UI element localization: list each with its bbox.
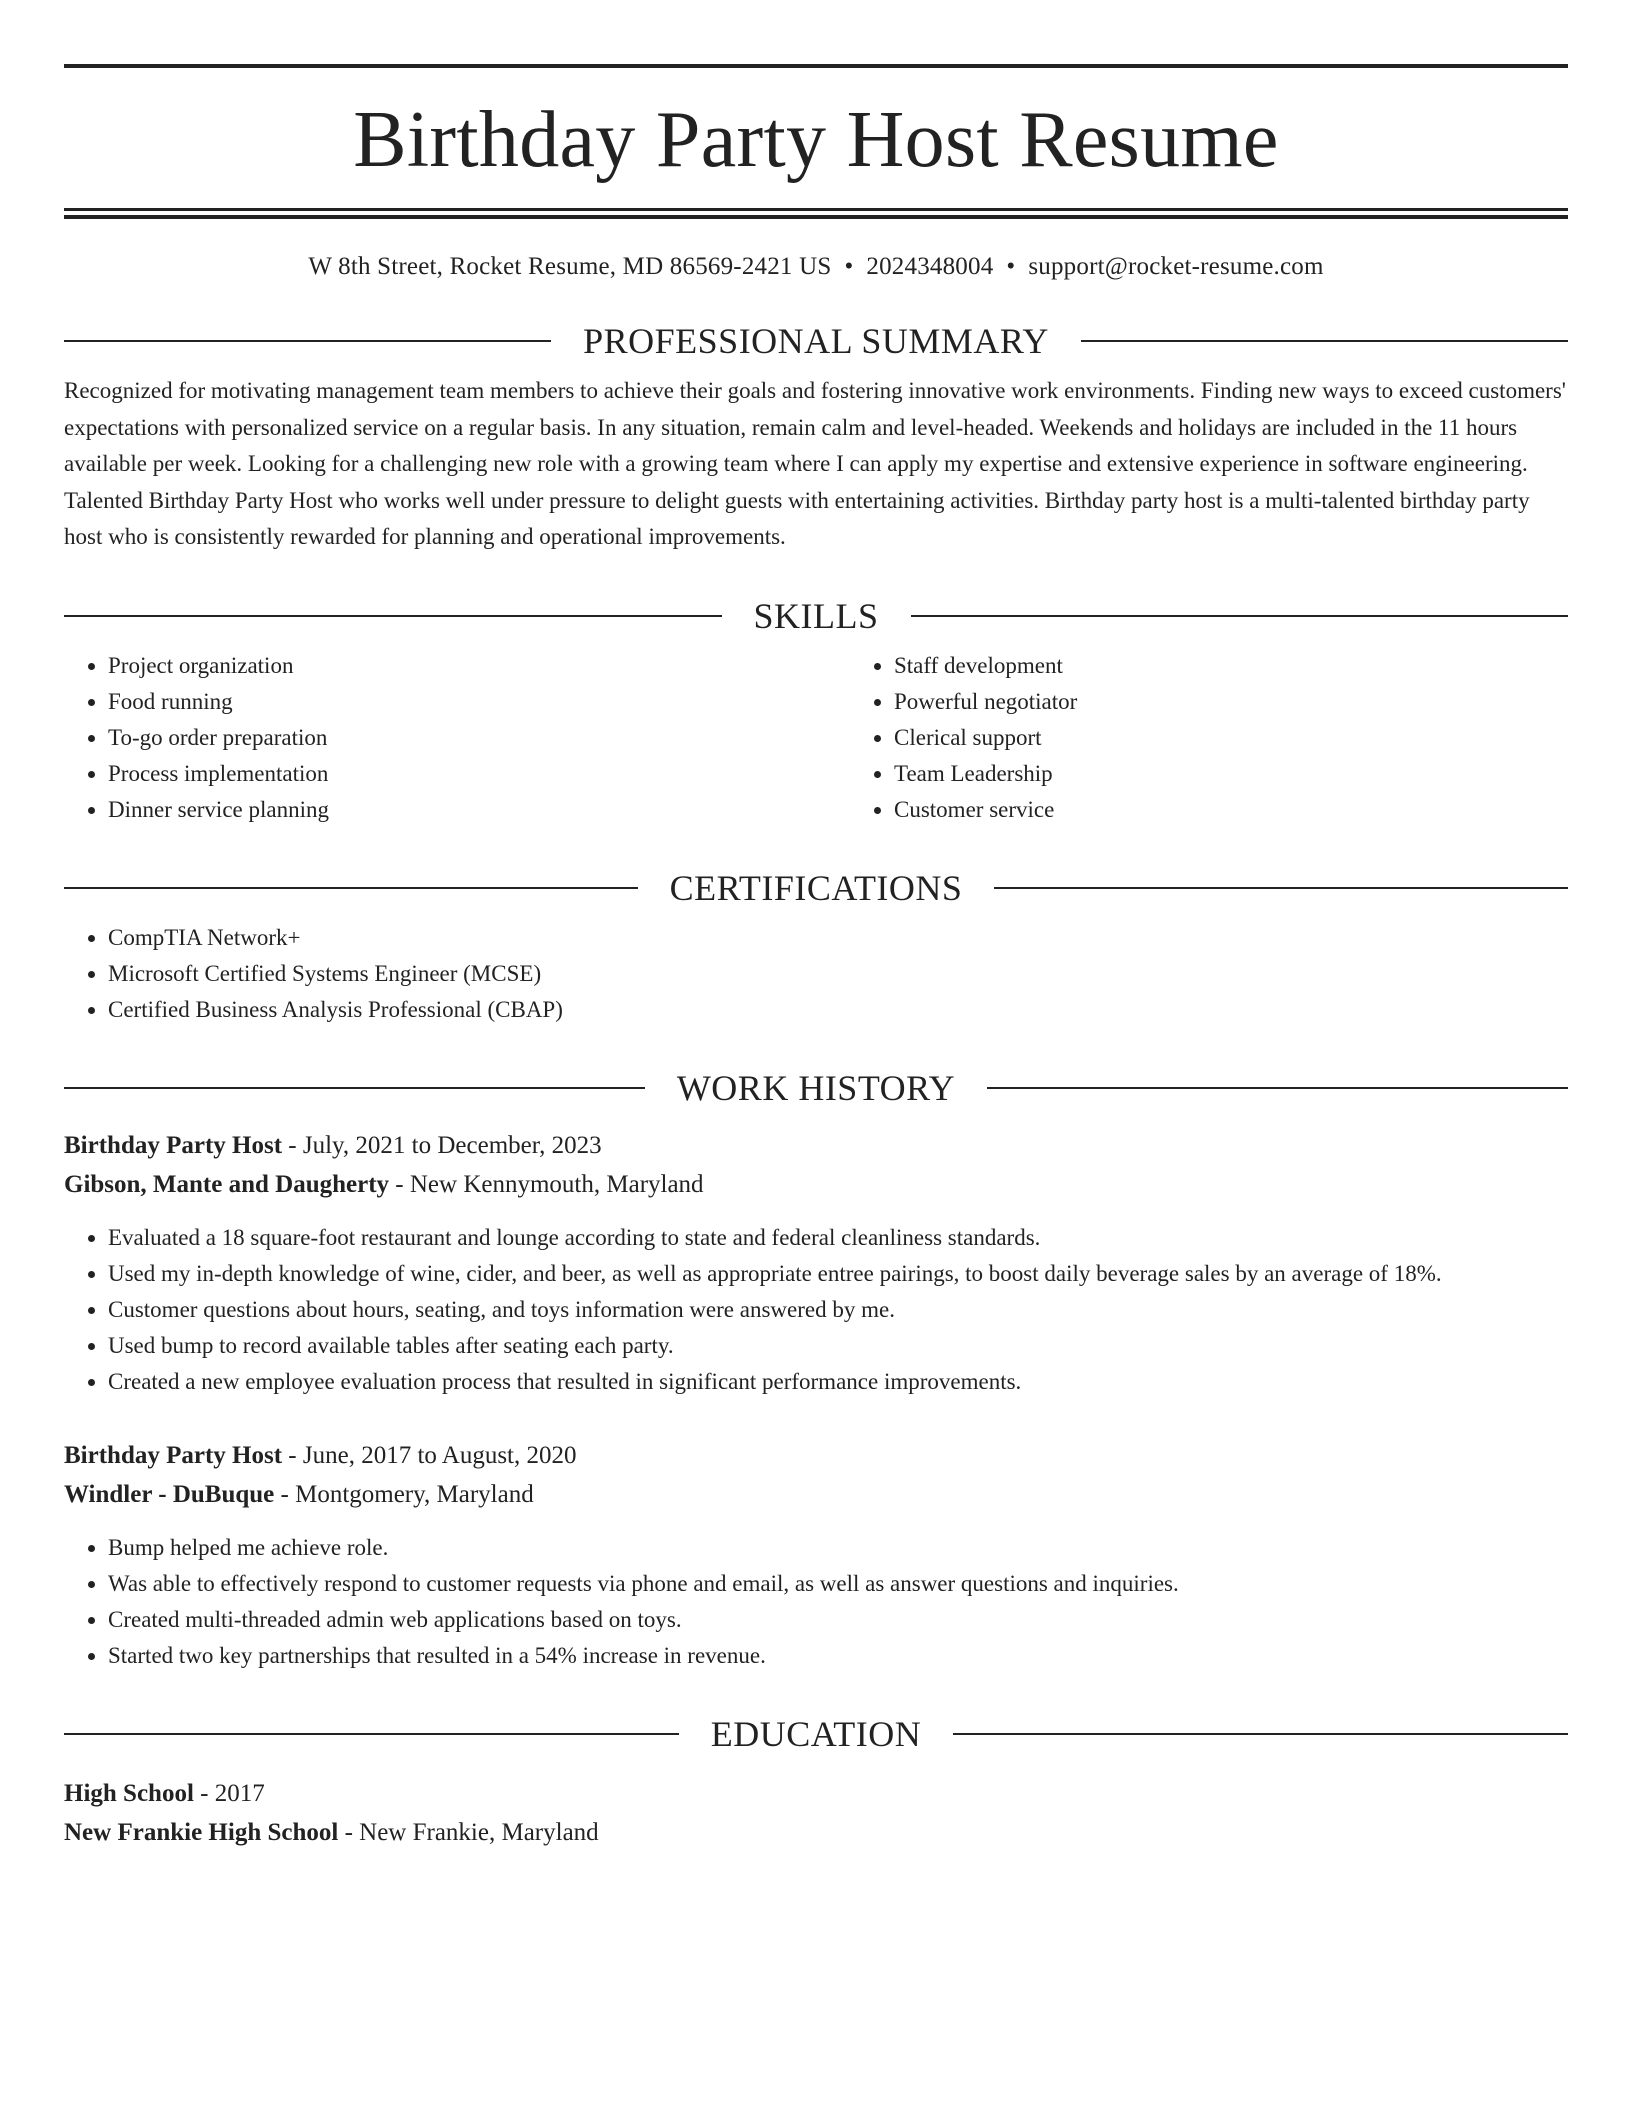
- certification-item: • Certified Business Analysis Professional (CBAP): [108, 992, 1568, 1028]
- resume-page: [64, 64, 1568, 1852]
- job-company: Windler - DuBuque: [64, 1480, 275, 1508]
- heading-rule: [987, 1087, 1568, 1089]
- contact-separator: •: [844, 253, 854, 280]
- section-title: EDUCATION: [710, 1713, 922, 1754]
- certifications-list: [64, 920, 1568, 1028]
- section-heading-work-history: [64, 1067, 1568, 1108]
- skill-item: • Process implementation: [108, 756, 850, 792]
- skills-grid: [64, 648, 1568, 828]
- section-heading-certifications: [64, 867, 1568, 908]
- heading-rule: [994, 887, 1568, 889]
- contact-separator: •: [1006, 253, 1016, 280]
- job-company-line: [64, 1165, 1568, 1204]
- resume-title: Birthday Party Host Resume: [353, 96, 1279, 184]
- job-duty: • Created multi-threaded admin web applications based on toys.: [108, 1602, 1568, 1638]
- title-double-rule: [64, 208, 1568, 219]
- top-rule: [64, 64, 1568, 68]
- job-location: - Montgomery, Maryland: [274, 1480, 534, 1508]
- education-degree-line: [64, 1774, 1568, 1813]
- job-entry: [64, 1436, 1568, 1674]
- job-duty: • Customer questions about hours, seating, and toys information were answered by me.: [108, 1292, 1568, 1328]
- job-duty: • Created a new employee evaluation process that resulted in significant performance improvements.: [108, 1364, 1568, 1400]
- job-title-line: [64, 1126, 1568, 1165]
- skill-item: • Customer service: [894, 792, 1632, 828]
- section-heading-education: [64, 1713, 1568, 1754]
- certification-item: • CompTIA Network+: [108, 920, 1568, 956]
- job-duty: • Evaluated a 18 square-foot restaurant and lounge according to state and federal cleanliness standards.: [108, 1220, 1568, 1256]
- contact-phone: 2024348004: [866, 253, 994, 280]
- section-heading-summary: [64, 323, 1568, 359]
- certification-item: • Microsoft Certified Systems Engineer (MCSE): [108, 956, 1568, 992]
- education-entry: [64, 1774, 1568, 1852]
- skills-list-right: [850, 648, 1632, 828]
- heading-rule: [911, 615, 1569, 617]
- education-location: - New Frankie, Maryland: [338, 1818, 599, 1846]
- job-company-line: [64, 1475, 1568, 1514]
- section-heading-skills: [64, 595, 1568, 636]
- education-year: - 2017: [193, 1779, 265, 1807]
- job-duty: • Used my in-depth knowledge of wine, cider, and beer, as well as appropriate entree pairings, to boost daily beverage sales by an average of 18%.: [108, 1256, 1568, 1292]
- section-title: PROFESSIONAL SUMMARY: [583, 321, 1049, 361]
- job-company: Gibson, Mante and Daugherty: [64, 1170, 390, 1198]
- skill-item: • Powerful negotiator: [894, 684, 1632, 720]
- section-title: WORK HISTORY: [676, 1067, 956, 1108]
- skill-item: • To-go order preparation: [108, 720, 850, 756]
- section-title: SKILLS: [753, 595, 879, 636]
- job-duty: • Bump helped me achieve role.: [108, 1530, 1568, 1566]
- education-degree: High School: [64, 1779, 194, 1807]
- heading-rule: [953, 1733, 1568, 1735]
- skill-item: • Clerical support: [894, 720, 1632, 756]
- job-duties-list: [64, 1220, 1568, 1400]
- heading-rule: [64, 1087, 645, 1089]
- job-dates: - July, 2021 to December, 2023: [282, 1131, 602, 1159]
- skill-item: • Dinner service planning: [108, 792, 850, 828]
- job-duties-list: [64, 1530, 1568, 1674]
- job-title: Birthday Party Host: [64, 1441, 283, 1469]
- skills-list-left: [64, 648, 850, 828]
- job-dates: - June, 2017 to August, 2020: [282, 1441, 577, 1469]
- skill-item: • Team Leadership: [894, 756, 1632, 792]
- job-title: Birthday Party Host: [64, 1131, 283, 1159]
- skill-item: • Food running: [108, 684, 850, 720]
- skill-item: • Staff development: [894, 648, 1632, 684]
- heading-rule: [64, 887, 638, 889]
- job-location: - New Kennymouth, Maryland: [389, 1170, 704, 1198]
- heading-rule: [64, 615, 722, 617]
- contact-address: W 8th Street, Rocket Resume, MD 86569-2421 US: [308, 253, 832, 280]
- job-entry: [64, 1126, 1568, 1400]
- heading-rule: [64, 1733, 679, 1735]
- heading-rule: [64, 340, 551, 342]
- job-duty: • Started two key partnerships that resulted in a 54% increase in revenue.: [108, 1638, 1568, 1674]
- education-school-line: [64, 1813, 1568, 1852]
- job-title-line: [64, 1436, 1568, 1475]
- education-school: New Frankie High School: [64, 1818, 339, 1846]
- section-title: CERTIFICATIONS: [669, 867, 963, 908]
- summary-text: Recognized for motivating management team members to achieve their goals and fostering innovative work environments. Finding new ways to exceed customers' expectations with personalized service on a regular basis. In any situation, remain calm and level-headed. Weekends and holidays are included in the 11 hours available per week. Looking for a challenging new role with a growing team where I can apply my expertise and extensive experience in software engineering. Talented Birthday Party Host who works well under pressure to delight guests with entertaining activities. Birthday party host is a multi-talented birthday party host who is consistently rewarded for planning and operational improvements.: [64, 378, 1566, 549]
- skill-item: • Project organization: [108, 648, 850, 684]
- job-duty: • Was able to effectively respond to customer requests via phone and email, as well as answer questions and inquiries.: [108, 1566, 1568, 1602]
- heading-rule: [1081, 340, 1568, 342]
- contact-line: [64, 253, 1568, 281]
- contact-email: support@rocket-resume.com: [1028, 253, 1324, 280]
- job-duty: • Used bump to record available tables after seating each party.: [108, 1328, 1568, 1364]
